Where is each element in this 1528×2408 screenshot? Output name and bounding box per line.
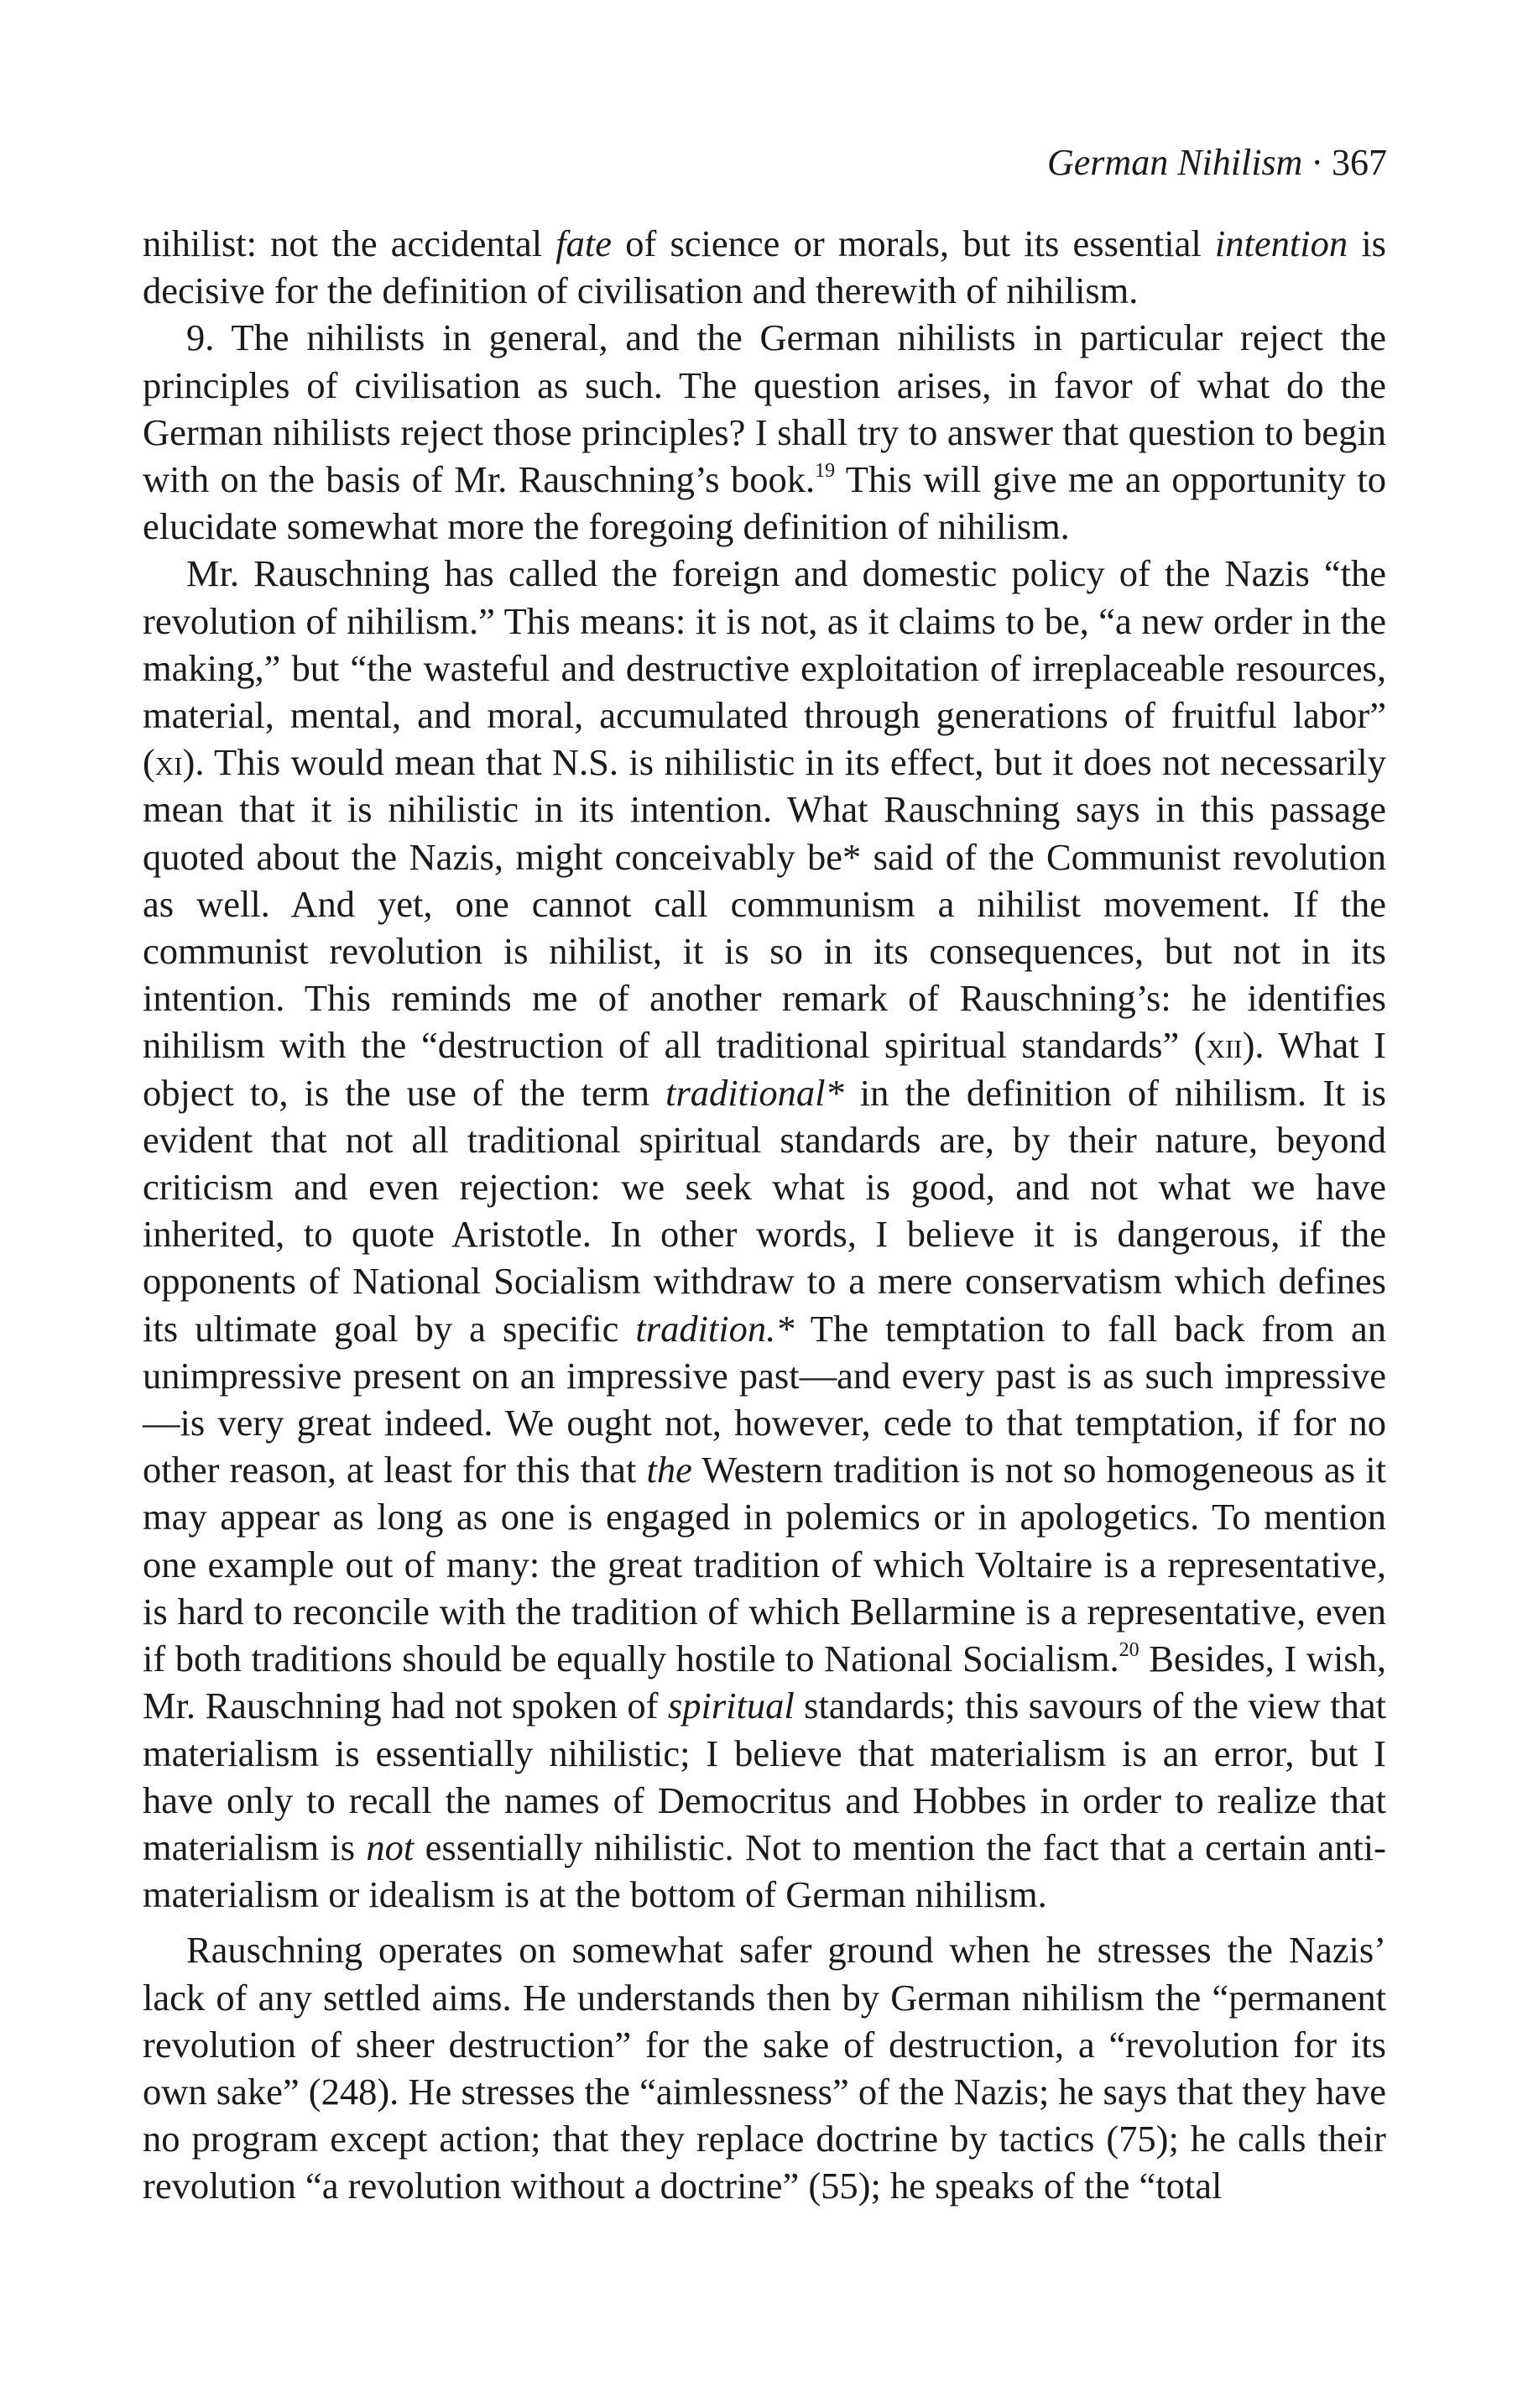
italic-text: not xyxy=(366,1826,415,1868)
text-run: standards; this savours of the view that materialism is essentially nihilistic; I believe that materialism is an error, but I have only to recall the names of Democritus and Hobbes in order to realize that materialism is xyxy=(143,1685,1386,1868)
page-number: 367 xyxy=(1332,142,1387,183)
paragraph xyxy=(143,550,1386,1918)
italic-text: spiritual xyxy=(667,1685,795,1727)
text-run: nihilist: not the accidental xyxy=(143,222,556,264)
italic-text: fate xyxy=(555,222,613,264)
text-run: essentially nihilistic. Not to mention the fact that a certain anti-materialism or idealism is at the bottom of German nihilism. xyxy=(143,1826,1386,1916)
text-run: Mr. Rauschning has called the foreign and domestic policy of the Nazis “the revolution of nihilism.” This means: it is not, as it claims to be, “a new order in the making,” but “the wasteful and destructive exploitation of irreplaceable resources, material, mental, and moral, accumulated through generations of fruitful labor” ( xyxy=(143,552,1386,784)
running-head-separator: · xyxy=(1311,142,1323,183)
text-run: Western tradition is not so homogeneous as it may appear as long as one is engaged in polemics or in apologetics. To mention one example out of many: the great tradition of which Voltaire is a representative, is hard to reconcile with the tradition of which Bellarmine is a representative, even if both traditions should be equally hostile to National Socialism. xyxy=(143,1449,1386,1680)
footnote-reference: 19 xyxy=(815,460,836,483)
italic-text: tradition.* xyxy=(635,1307,795,1350)
text-run: The temptation to fall back from an unimpressive present on an impressive past—and every past is as such impressive—is very great indeed. We ought not, however, cede to that temptation, if for no other reason, at least for this that xyxy=(143,1307,1386,1491)
italic-text: traditional* xyxy=(665,1071,844,1114)
roman-numeral: xii xyxy=(1206,1024,1243,1067)
running-head-title: German Nihilism xyxy=(1046,142,1303,183)
text-run: 9. The nihilists in general, and the German nihilists in particular reject the principles of civilisation as such. The question arises, in favor of what do the German nihilists reject those principles? I shall try to answer that question to begin with on the basis of Mr. Rauschning’s book. xyxy=(143,316,1386,501)
paragraph xyxy=(143,314,1386,550)
roman-numeral: xi xyxy=(154,741,183,784)
running-head xyxy=(1047,141,1387,185)
paragraph xyxy=(143,220,1386,314)
text-run: in the definition of nihilism. It is evident that not all traditional spiritual standards are, by their nature, beyond criticism and even rejection: we seek what is good, and not what we have inherited, to quote Aristotle. In other words, I believe it is dangerous, if the opponents of National Socialism withdraw to a mere conservatism which defines its ultimate goal by a specific xyxy=(143,1071,1386,1350)
paragraph xyxy=(143,1926,1386,2209)
text-run: This will give me an opportunity to elucidate somewhat more the foregoing definition of nihilism. xyxy=(143,458,1387,548)
footnote-reference: 20 xyxy=(1119,1639,1139,1662)
body-text xyxy=(143,220,1386,2210)
text-run: ). This would mean that N.S. is nihilistic in its effect, but it does not necessarily mean that it is nihilistic in its intention. What Rauschning says in this passage quoted about the Nazis, might conceivably be* said of the Communist revolution as well. And yet, one cannot call communism a nihilist movement. If the communist revolution is nihilist, it is so in its consequences, but not in its intention. This reminds me of another remark of Rauschning’s: he identifies nihilism with the “destruction of all traditional spiritual standards” ( xyxy=(143,741,1386,1067)
text-run: of science or morals, but its essential xyxy=(612,222,1215,264)
text-run: Rauschning operates on somewhat safer ground when he stresses the Nazis’ lack of any settled aims. He understands then by German nihilism the “permanent revolution of sheer destruction” for the sake of destruction, a “revolution for its own sake” (248). He stresses the “aimlessness” of the Nazis; he says that they have no program except action; that they replace doctrine by tactics (75); he calls their revolution “a revolution without a doctrine” (55); he speaks of the “total xyxy=(143,1929,1386,2207)
text-run: ). What I object to, is the use of the term xyxy=(143,1024,1386,1114)
italic-text: intention xyxy=(1214,222,1348,264)
text-run: is decisive for the definition of civilisation and therewith of nihilism. xyxy=(143,222,1387,312)
text-run: Besides, I wish, Mr. Rauschning had not spoken of xyxy=(143,1638,1386,1727)
italic-text: the xyxy=(646,1449,692,1491)
